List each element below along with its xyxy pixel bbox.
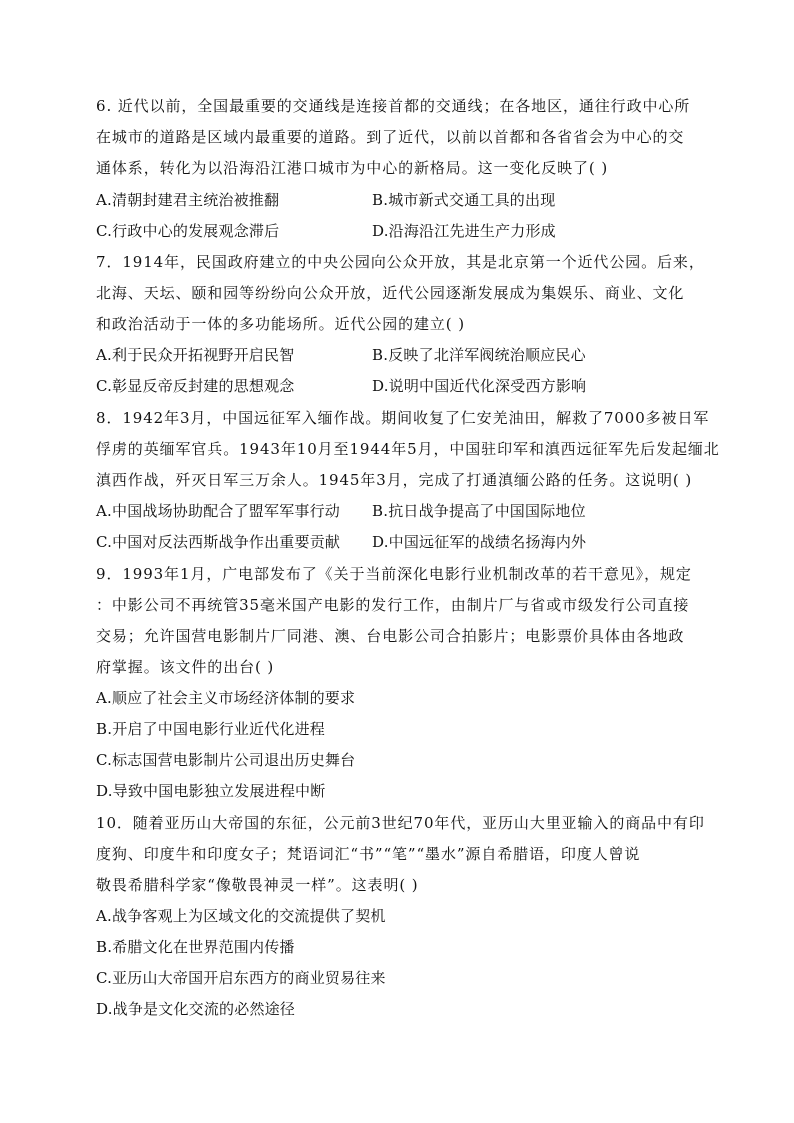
question-9-stem-line-1: 9．1993年1月，广电部发布了《关于当前深化电影行业机制改革的若干意见》，规定 [96,565,692,583]
question-8-option-b: B.抗日战争提高了中国国际地位 [372,502,586,520]
question-10-stem-line-3: 敬畏希腊科学家“像敬畏神灵一样”。这表明( ) [96,876,419,894]
question-8-option-c: C.中国对反法西斯战争作出重要贡献 [96,533,341,551]
question-8-option-a: A.中国战场协助配合了盟军军事行动 [96,502,341,520]
question-7-option-a: A.利于民众开拓视野开启民智 [96,346,295,364]
question-8-option-d: D.中国远征军的战绩名扬海内外 [372,533,587,551]
question-10-option-d: D.战争是文化交流的必然途径 [96,1000,296,1018]
question-9-option-b: B.开启了中国电影行业近代化进程 [96,720,325,738]
question-10-option-a: A.战争客观上为区域文化的交流提供了契机 [96,907,386,925]
question-8-stem-line-3: 滇西作战，歼灭日军三万余人。1945年3月，完成了打通滇缅公路的任务。这说明( ) [96,471,693,489]
question-10-option-b: B.希腊文化在世界范围内传播 [96,938,295,956]
question-10-option-c: C.亚历山大帝国开启东西方的商业贸易往来 [96,969,386,987]
question-6-option-d: D.沿海沿江先进生产力形成 [372,222,556,240]
question-6-stem-line-2: 在城市的道路是区域内最重要的道路。到了近代，以前以首都和各省省会为中心的交 [96,128,685,146]
question-6-stem-line-3: 通体系，转化为以沿海沿江港口城市为中心的新格局。这一变化反映了( ) [96,159,609,177]
question-7-option-c: C.彰显反帝反封建的思想观念 [96,377,295,395]
question-7-stem-line-3: 和政治活动于一体的多功能场所。近代公园的建立( ) [96,315,465,333]
question-7-option-d: D.说明中国近代化深受西方影响 [372,377,587,395]
question-8-stem-line-1: 8．1942年3月，中国远征军入缅作战。期间收复了仁安羌油田，解救了7000多被日军 [96,409,710,427]
question-9-stem-line-3: 交易；允许国营电影制片厂同港、澳、台电影公司合拍影片；电影票价具体由各地政 [96,627,685,645]
question-6-stem-line-1: 6. 近代以前，全国最重要的交通线是连接首都的交通线；在各地区，通往行政中心所 [96,97,691,115]
question-6-option-c: C.行政中心的发展观念滞后 [96,222,280,240]
question-7-option-b: B.反映了北洋军阀统治顺应民心 [372,346,586,364]
question-10-stem-line-2: 度狗、印度牛和印度女子；梵语词汇“书”“笔”“墨水”源自希腊语，印度人曾说 [96,845,641,863]
question-6-option-b: B.城市新式交通工具的出现 [372,191,556,209]
question-9-option-d: D.导致中国电影独立发展进程中断 [96,782,326,800]
question-10-stem-line-1: 10．随着亚历山大帝国的东征，公元前3世纪70年代，亚历山大里亚输入的商品中有印 [96,814,705,832]
question-9-option-a: A.顺应了社会主义市场经济体制的要求 [96,689,356,707]
question-9-stem-line-2: ：中影公司不再统管35毫米国产电影的发行工作，由制片厂与省或市级发行公司直接 [96,596,690,614]
question-7-stem-line-1: 7．1914年，民国政府建立的中央公园向公众开放，其是北京第一个近代公园。后来， [96,253,705,271]
question-9-stem-line-4: 府掌握。该文件的出台( ) [96,658,275,676]
question-6-option-a: A.清朝封建君主统治被推翻 [96,191,280,209]
question-8-stem-line-2: 俘虏的英缅军官兵。1943年10月至1944年5月，中国驻印军和滇西远征军先后发起缅北 [96,440,720,458]
question-7-stem-line-2: 北海、天坛、颐和园等纷纷向公众开放，近代公园逐渐发展成为集娱乐、商业、文化 [96,284,685,302]
question-9-option-c: C.标志国营电影制片公司退出历史舞台 [96,751,356,769]
